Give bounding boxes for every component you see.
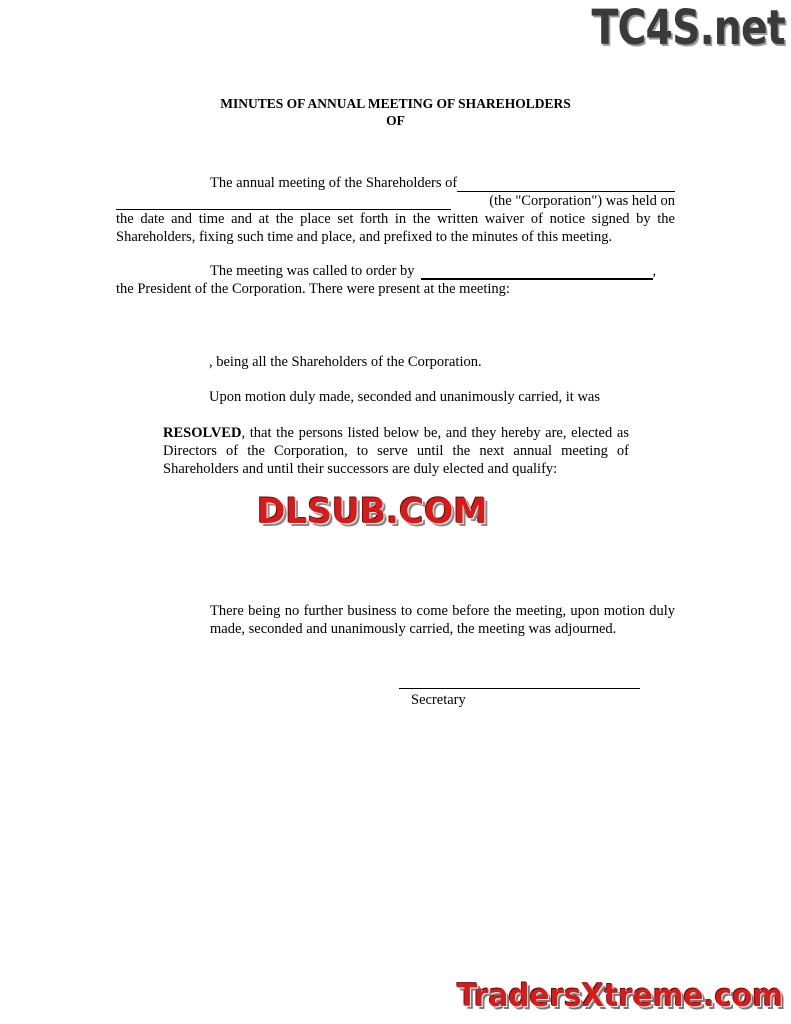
president-name-blank (421, 266, 653, 280)
p2-text-a: The meeting was called to order by (210, 263, 415, 279)
p2-comma: , (652, 263, 657, 279)
corporation-name-blank-2 (116, 197, 451, 210)
p6-text: There being no further business to come before the meeting, upon motion duly made, seconded and unanimously carried, the meeting was adjourned. (210, 603, 675, 637)
p1-text-c: the date and time and at the place set forth in the written waiver of notice signed by the Shareholders, fixing such time and place, and prefixed to the minutes of this meeting. (116, 211, 675, 245)
paragraph-meeting-held (116, 174, 675, 246)
corporation-name-blank (457, 179, 675, 192)
secretary-label: Secretary (411, 692, 466, 708)
paragraph-all-shareholders: , being all the Shareholders of the Corporation. (209, 354, 482, 370)
resolved-label: RESOLVED (163, 425, 242, 441)
paragraph-called-to-order (116, 262, 675, 298)
p1-text-a: The annual meeting of the Shareholders of (210, 175, 458, 191)
paragraph-adjourned (116, 602, 675, 638)
resolved-text: , that the persons listed below be, and they hereby are, elected as Directors of the Corporation, to serve until the next annual meeting of Shareholders and until their successors are duly elected and qualify: (163, 425, 629, 477)
title-line-1: MINUTES OF ANNUAL MEETING OF SHAREHOLDERS (220, 96, 571, 111)
paragraph-resolved (163, 424, 629, 478)
paragraph-motion: Upon motion duly made, seconded and unanimously carried, it was (209, 389, 601, 405)
p1-text-b: (the "Corporation") was held on (489, 193, 675, 209)
p2-text-b: the President of the Corporation. There were present at the meeting: (116, 281, 510, 297)
dlsub-watermark: DLSUB.COM (257, 492, 488, 532)
signature-line (399, 688, 640, 689)
title-line-2: OF (386, 113, 405, 128)
tradersxtreme-watermark: TradersXtreme.com (457, 978, 783, 1014)
document-title (0, 95, 791, 129)
tc4s-watermark: TC4S.net (591, 0, 785, 56)
